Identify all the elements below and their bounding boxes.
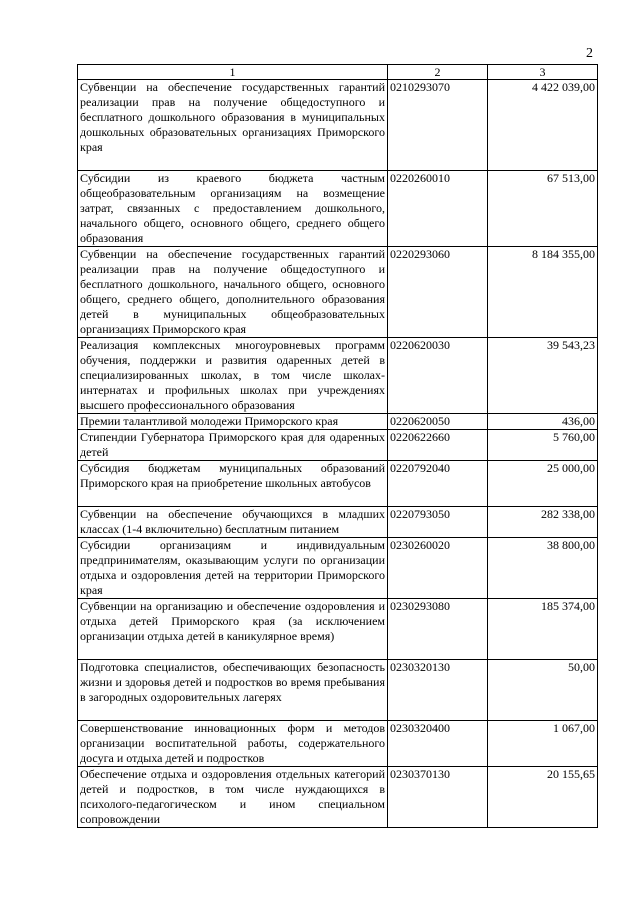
row-amount: 50,00 <box>488 660 598 721</box>
row-amount: 282 338,00 <box>488 507 598 538</box>
row-code: 0220622660 <box>388 430 488 461</box>
row-code: 0210293070 <box>388 80 488 171</box>
row-amount: 5 760,00 <box>488 430 598 461</box>
row-description: Премии талантливой молодежи Приморского края <box>78 414 388 430</box>
column-header-3: 3 <box>488 65 598 80</box>
row-description: Субвенции на обеспечение государственных гарантий реализации прав на получение общедоступного и бесплатного дошкольного, начального общего, основного общего, среднего общего, дополнительного образования детей в муниципальных общеобразовательных организациях Приморского края <box>78 247 388 338</box>
row-description: Совершенствование инновационных форм и методов организации воспитательной работы, содержательного досуга и отдыха детей и подростков <box>78 721 388 767</box>
table-row <box>78 767 598 828</box>
row-code: 0220620050 <box>388 414 488 430</box>
table-row <box>78 461 598 507</box>
table-row <box>78 414 598 430</box>
row-description: Субсидия бюджетам муниципальных образований Приморского края на приобретение школьных автобусов <box>78 461 388 507</box>
row-amount: 38 800,00 <box>488 538 598 599</box>
row-description: Субвенции на обеспечение государственных гарантий реализации прав на получение общедоступного и бесплатного дошкольного образования в муниципальных дошкольных образовательных организациях Приморского края <box>78 80 388 171</box>
row-description: Реализация комплексных многоуровневых программ обучения, поддержки и развития одаренных детей в специализированных школах, в том числе школах-интернатах и профильных школах при учреждениях высшего профессионального образования <box>78 338 388 414</box>
table-row <box>78 338 598 414</box>
row-amount: 185 374,00 <box>488 599 598 660</box>
table-row <box>78 171 598 247</box>
table-row <box>78 660 598 721</box>
row-amount: 20 155,65 <box>488 767 598 828</box>
row-amount: 8 184 355,00 <box>488 247 598 338</box>
table-row <box>78 721 598 767</box>
row-code: 0220793050 <box>388 507 488 538</box>
table-row <box>78 430 598 461</box>
table-row <box>78 599 598 660</box>
row-code: 0220260010 <box>388 171 488 247</box>
column-header-2: 2 <box>388 65 488 80</box>
table-row <box>78 538 598 599</box>
row-code: 0220293060 <box>388 247 488 338</box>
row-code: 0220620030 <box>388 338 488 414</box>
page-number: 2 <box>586 46 593 61</box>
row-code: 0230320400 <box>388 721 488 767</box>
row-description: Субсидии организациям и индивидуальным предпринимателям, оказывающим услуги по организации отдыха и оздоровления детей на территории Приморского края <box>78 538 388 599</box>
table-header-row <box>78 65 598 80</box>
row-amount: 1 067,00 <box>488 721 598 767</box>
row-code: 0230293080 <box>388 599 488 660</box>
table-row <box>78 80 598 171</box>
row-code: 0230320130 <box>388 660 488 721</box>
budget-table <box>77 64 598 828</box>
column-header-1: 1 <box>78 65 388 80</box>
row-description: Субвенции на организацию и обеспечение оздоровления и отдыха детей Приморского края (за исключением организации отдыха детей в каникулярное время) <box>78 599 388 660</box>
row-code: 0230370130 <box>388 767 488 828</box>
row-description: Субвенции на обеспечение обучающихся в младших классах (1-4 включительно) бесплатным питанием <box>78 507 388 538</box>
row-amount: 4 422 039,00 <box>488 80 598 171</box>
table-row <box>78 247 598 338</box>
row-amount: 25 000,00 <box>488 461 598 507</box>
row-description: Подготовка специалистов, обеспечивающих безопасность жизни и здоровья детей и подростков во время пребывания в загородных оздоровительных лагерях <box>78 660 388 721</box>
table-row <box>78 507 598 538</box>
row-amount: 436,00 <box>488 414 598 430</box>
row-description: Обеспечение отдыха и оздоровления отдельных категорий детей и подростков, в том числе нуждающихся в психолого-педагогическом и ином специальном сопровождении <box>78 767 388 828</box>
row-description: Субсидии из краевого бюджета частным общеобразовательным организациям на возмещение затрат, связанных с предоставлением дошкольного, начального общего, основного общего, среднего общего образования <box>78 171 388 247</box>
row-code: 0230260020 <box>388 538 488 599</box>
row-amount: 67 513,00 <box>488 171 598 247</box>
row-amount: 39 543,23 <box>488 338 598 414</box>
row-description: Стипендии Губернатора Приморского края для одаренных детей <box>78 430 388 461</box>
row-code: 0220792040 <box>388 461 488 507</box>
